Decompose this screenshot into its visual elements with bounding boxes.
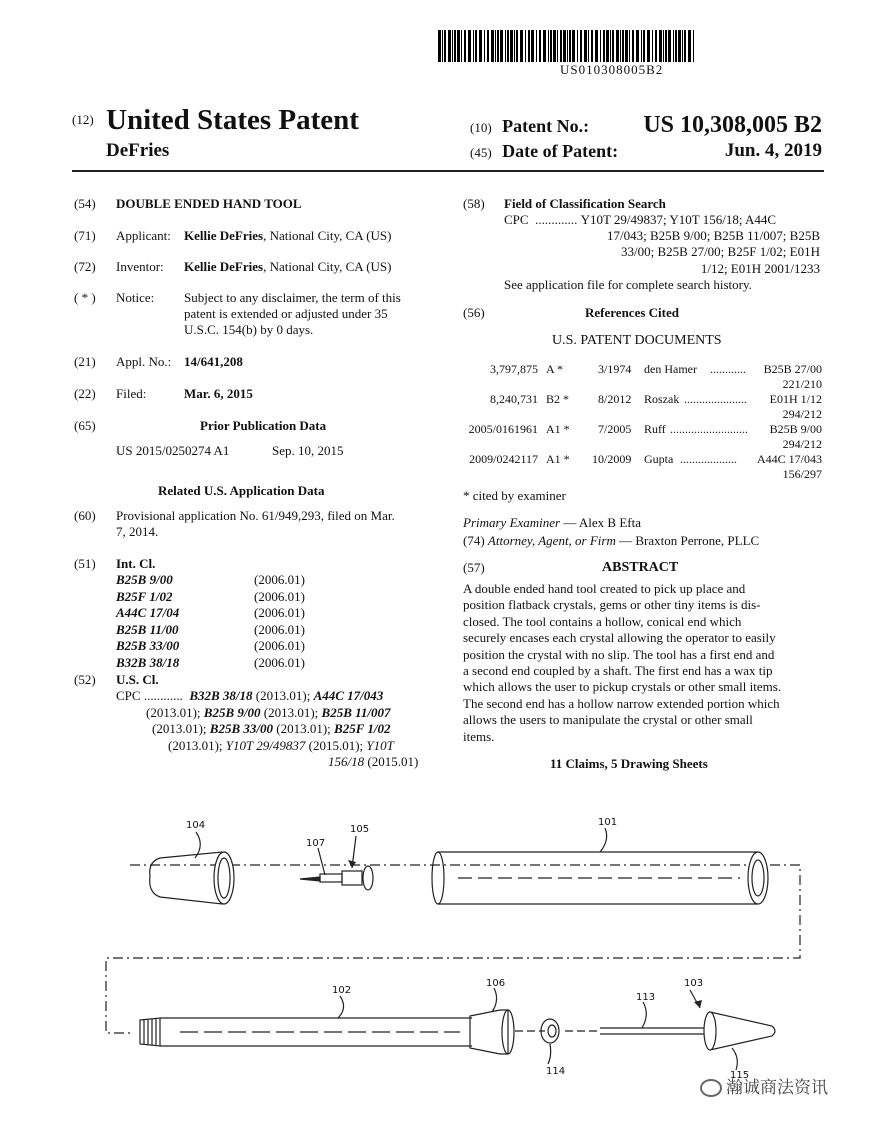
patent-no-label: Patent No.: — [502, 116, 590, 136]
ipc-version: (2006.01) — [254, 605, 305, 620]
notice-line-3: U.S.C. 154(b) by 0 days. — [184, 322, 314, 337]
abstract-line: position the crystal with no slip. The tool has a first end and — [463, 646, 775, 662]
date-label: Date of Patent: — [502, 141, 619, 161]
ref-date: 8/2012 — [598, 392, 632, 406]
fcs-line-3: 33/00; B25B 27/00; B25F 1/02; E01H — [621, 244, 820, 259]
code-57: (57) — [463, 560, 485, 575]
abstract-line: The second end has a hollow narrow extended portion which — [463, 695, 780, 711]
cpc-ver: (2015.01); — [305, 738, 367, 753]
ref-label-115: 115 — [730, 1070, 750, 1081]
fcs-classes: Y10T 29/49837; Y10T 156/18; A44C — [580, 212, 777, 227]
abstract-line: which allows the user to pickup crystals or other small items. — [463, 679, 782, 695]
code-58: (58) — [463, 196, 485, 211]
ref-label-107: 107 — [306, 838, 326, 849]
ref-label-102: 102 — [332, 985, 352, 996]
cpc-ver: (2013.01); — [152, 721, 210, 736]
cpc-class: A44C 17/043 — [313, 688, 384, 703]
us-cl-label: U.S. Cl. — [116, 672, 159, 687]
fcs-line-5: See application file for complete search history. — [504, 277, 752, 292]
leader-115 — [732, 1048, 737, 1070]
barrel-left-end — [432, 852, 444, 904]
ref-name: Ruff — [644, 422, 666, 436]
abstract-line: position flatback crystals, gems or other tiny items is dis- — [463, 597, 761, 613]
abstract-heading: ABSTRACT — [602, 560, 679, 575]
examiner-label: Primary Examiner — [463, 515, 561, 530]
inventor-name: Kellie DeFries — [184, 259, 264, 274]
applicant-name: Kellie DeFries — [184, 228, 264, 243]
ref-subclass: 221/210 — [782, 377, 822, 391]
code-60: (60) — [74, 508, 96, 523]
fcs-line-4: 1/12; E01H 2001/1233 — [700, 261, 820, 276]
ipc-class: B32B 38/18 — [116, 655, 180, 670]
cpc-class: B25F 1/02 — [334, 721, 391, 736]
patent-date: Jun. 4, 2019 — [724, 140, 822, 161]
cone-103 — [710, 1012, 775, 1050]
ref-number: 2005/0161961 — [468, 422, 538, 436]
fcs-cpc-label: CPC — [504, 212, 529, 227]
ref-label-113: 113 — [636, 992, 656, 1003]
related-heading: Related U.S. Application Data — [158, 483, 325, 498]
us-docs-heading: U.S. PATENT DOCUMENTS — [552, 333, 722, 348]
cpc-class: B25B 9/00 — [203, 705, 261, 720]
ref-name: Roszak — [644, 392, 680, 406]
attorney-name: — Braxton Perrone, PLLC — [615, 533, 760, 548]
leader-113 — [642, 1002, 646, 1028]
code-12: (12) — [72, 112, 94, 127]
abstract-line: items. — [463, 728, 495, 744]
barcode-number: US010308005B2 — [560, 62, 664, 77]
ref-date: 10/2009 — [592, 452, 632, 466]
examiner-name: — Alex B Efta — [560, 515, 642, 530]
notice-line-1: Subject to any disclaimer, the term of this — [184, 290, 401, 305]
inventor-location: , National City, CA (US) — [263, 259, 392, 274]
abstract-line: a second end coupled by a shaft. The first end has a wax tip — [463, 663, 773, 679]
applicant-location: , National City, CA (US) — [263, 228, 392, 243]
ipc-version: (2006.01) — [254, 655, 305, 670]
ref-dots: ..................... — [684, 392, 747, 406]
ref-date: 3/1974 — [598, 362, 632, 376]
cpc-class: Y10T — [366, 738, 394, 753]
cpc-class: 156/18 — [328, 754, 365, 769]
ref-label-105: 105 — [350, 824, 370, 835]
leader-106 — [492, 988, 497, 1012]
code-54: (54) — [74, 196, 96, 211]
cone-base — [704, 1012, 716, 1050]
wechat-icon — [700, 1079, 722, 1097]
code-45: (45) — [470, 145, 492, 160]
tip-cap-104 — [150, 852, 222, 904]
ipc-version: (2006.01) — [254, 572, 305, 587]
ipc-class: B25B 11/00 — [116, 622, 179, 637]
cited-note: * cited by examiner — [463, 488, 566, 503]
ipc-class: B25B 9/00 — [116, 572, 173, 587]
provisional-line-2: 7, 2014. — [116, 524, 159, 539]
needle-113 — [600, 1028, 712, 1034]
ref-label-104: 104 — [186, 820, 206, 831]
code-notice: ( * ) — [74, 290, 96, 305]
ref-subclass: 156/297 — [782, 467, 822, 481]
ref-date: 7/2005 — [598, 422, 632, 436]
assembly-centerline — [106, 865, 800, 1033]
ipc-class: A44C 17/04 — [116, 605, 180, 620]
cpc-ver: (2013.01); — [273, 721, 335, 736]
fcs-line-2: 17/043; B25B 9/00; B25B 11/007; B25B — [607, 228, 820, 243]
provisional-line-1: Provisional application No. 61/949,293, filed on Mar. — [116, 508, 395, 523]
ref-class: A44C 17/043 — [756, 452, 822, 466]
ref-dots: ............ — [710, 362, 746, 376]
cpc-class: Y10T 29/49837 — [225, 738, 306, 753]
ring-hole — [548, 1025, 556, 1037]
cpc-class: B25B 33/00 — [209, 721, 273, 736]
ref-class: E01H 1/12 — [769, 392, 822, 406]
ipc-class: B25F 1/02 — [116, 589, 173, 604]
code-72: (72) — [74, 259, 96, 274]
ipc-version: (2006.01) — [254, 622, 305, 637]
ref-label-106: 106 — [486, 978, 506, 989]
cpc-class: B32B 38/18 — [189, 688, 253, 703]
ref-name: Gupta — [644, 452, 674, 466]
cpc-ver: (2013.01); — [146, 705, 204, 720]
fcs-dots: ............. — [535, 212, 578, 227]
ipc-version: (2006.01) — [254, 638, 305, 653]
ipc-version: (2006.01) — [254, 589, 305, 604]
code-51: (51) — [74, 556, 96, 571]
field-search-heading: Field of Classification Search — [504, 196, 666, 211]
ref-class: B25B 9/00 — [769, 422, 822, 436]
abstract-line: closed. The tool contains a hollow, conical end which — [463, 613, 742, 629]
cpc-label: CPC — [116, 688, 141, 703]
thread-lines — [144, 1018, 156, 1046]
ref-kind: A * — [546, 362, 564, 376]
ref-label-103: 103 — [684, 978, 704, 989]
inventor-label: Inventor: — [116, 259, 164, 274]
tip-cap-opening — [214, 852, 234, 904]
abstract-line: allows the users to manipulate the crystal or other small — [463, 712, 753, 728]
code-65: (65) — [74, 418, 96, 433]
code-21: (21) — [74, 354, 96, 369]
cpc-ver: (2015.01) — [364, 754, 419, 769]
cpc-ver: (2013.01); — [168, 738, 226, 753]
refs-heading: References Cited — [585, 305, 679, 320]
ref-dots: .......................... — [670, 422, 748, 436]
cpc-class: B25B 11/007 — [321, 705, 391, 720]
appl-no-label: Appl. No.: — [116, 354, 172, 369]
filed-label: Filed: — [116, 386, 147, 401]
inventor-header: DeFries — [106, 140, 170, 161]
attorney-label: Attorney, Agent, or Firm — [487, 533, 616, 548]
leader-114 — [548, 1044, 551, 1064]
patent-title-banner: United States Patent — [106, 104, 359, 136]
ref-number: 8,240,731 — [490, 392, 538, 406]
ipc-class: B25B 33/00 — [116, 638, 180, 653]
applicant-label: Applicant: — [116, 228, 171, 243]
ref-kind: A1 * — [546, 422, 570, 436]
code-10: (10) — [470, 120, 492, 135]
notice-label: Notice: — [116, 290, 155, 305]
cpc-ver: (2013.01); — [260, 705, 322, 720]
ref-class: B25B 27/00 — [763, 362, 822, 376]
abstract-line: A double ended hand tool created to pick up place and — [463, 581, 746, 596]
pin-shaft — [320, 874, 342, 882]
ref-label-114: 114 — [546, 1066, 566, 1077]
leader-102 — [338, 996, 344, 1018]
leader-101 — [600, 828, 607, 852]
collet-flange — [363, 866, 373, 890]
int-cl-label: Int. Cl. — [116, 556, 156, 571]
shaft-thread — [140, 1018, 160, 1046]
code-52: (52) — [74, 672, 96, 687]
ref-number: 3,797,875 — [490, 362, 538, 376]
code-74: (74) — [463, 533, 485, 548]
abstract-line: securely encases each crystal allowing the operator to easily — [463, 630, 776, 646]
patent-number: US 10,308,005 B2 — [643, 112, 822, 138]
arrow-105 — [348, 860, 356, 868]
code-56: (56) — [463, 305, 485, 320]
code-71: (71) — [74, 228, 96, 243]
leader-107 — [318, 848, 325, 875]
arrow-103 — [694, 1000, 702, 1008]
ref-name: den Hamer — [644, 362, 697, 376]
cpc-ver: (2013.01); — [252, 688, 314, 703]
ref-kind: A1 * — [546, 452, 570, 466]
prior-pub-date: Sep. 10, 2015 — [272, 443, 344, 458]
notice-line-2: patent is extended or adjusted under 35 — [184, 306, 388, 321]
ref-label-101: 101 — [598, 817, 618, 828]
watermark-text: 瀚诚商法资讯 — [726, 1078, 828, 1098]
filed-date: Mar. 6, 2015 — [184, 386, 253, 401]
prior-pub-heading: Prior Publication Data — [200, 418, 327, 433]
watermark — [700, 1073, 828, 1098]
prior-pub-number: US 2015/0250274 A1 — [116, 443, 230, 458]
cpc-dots: ............ — [143, 688, 183, 703]
claims-summary: 11 Claims, 5 Drawing Sheets — [550, 756, 708, 771]
ref-kind: B2 * — [546, 392, 570, 406]
invention-title: DOUBLE ENDED HAND TOOL — [116, 196, 302, 211]
pin-107 — [300, 877, 320, 881]
ref-subclass: 294/212 — [782, 437, 822, 451]
ref-subclass: 294/212 — [782, 407, 822, 421]
ref-number: 2009/0242117 — [469, 452, 538, 466]
collet-105 — [342, 871, 362, 885]
code-22: (22) — [74, 386, 96, 401]
ref-dots: ................... — [680, 452, 737, 466]
appl-no: 14/641,208 — [184, 354, 243, 369]
